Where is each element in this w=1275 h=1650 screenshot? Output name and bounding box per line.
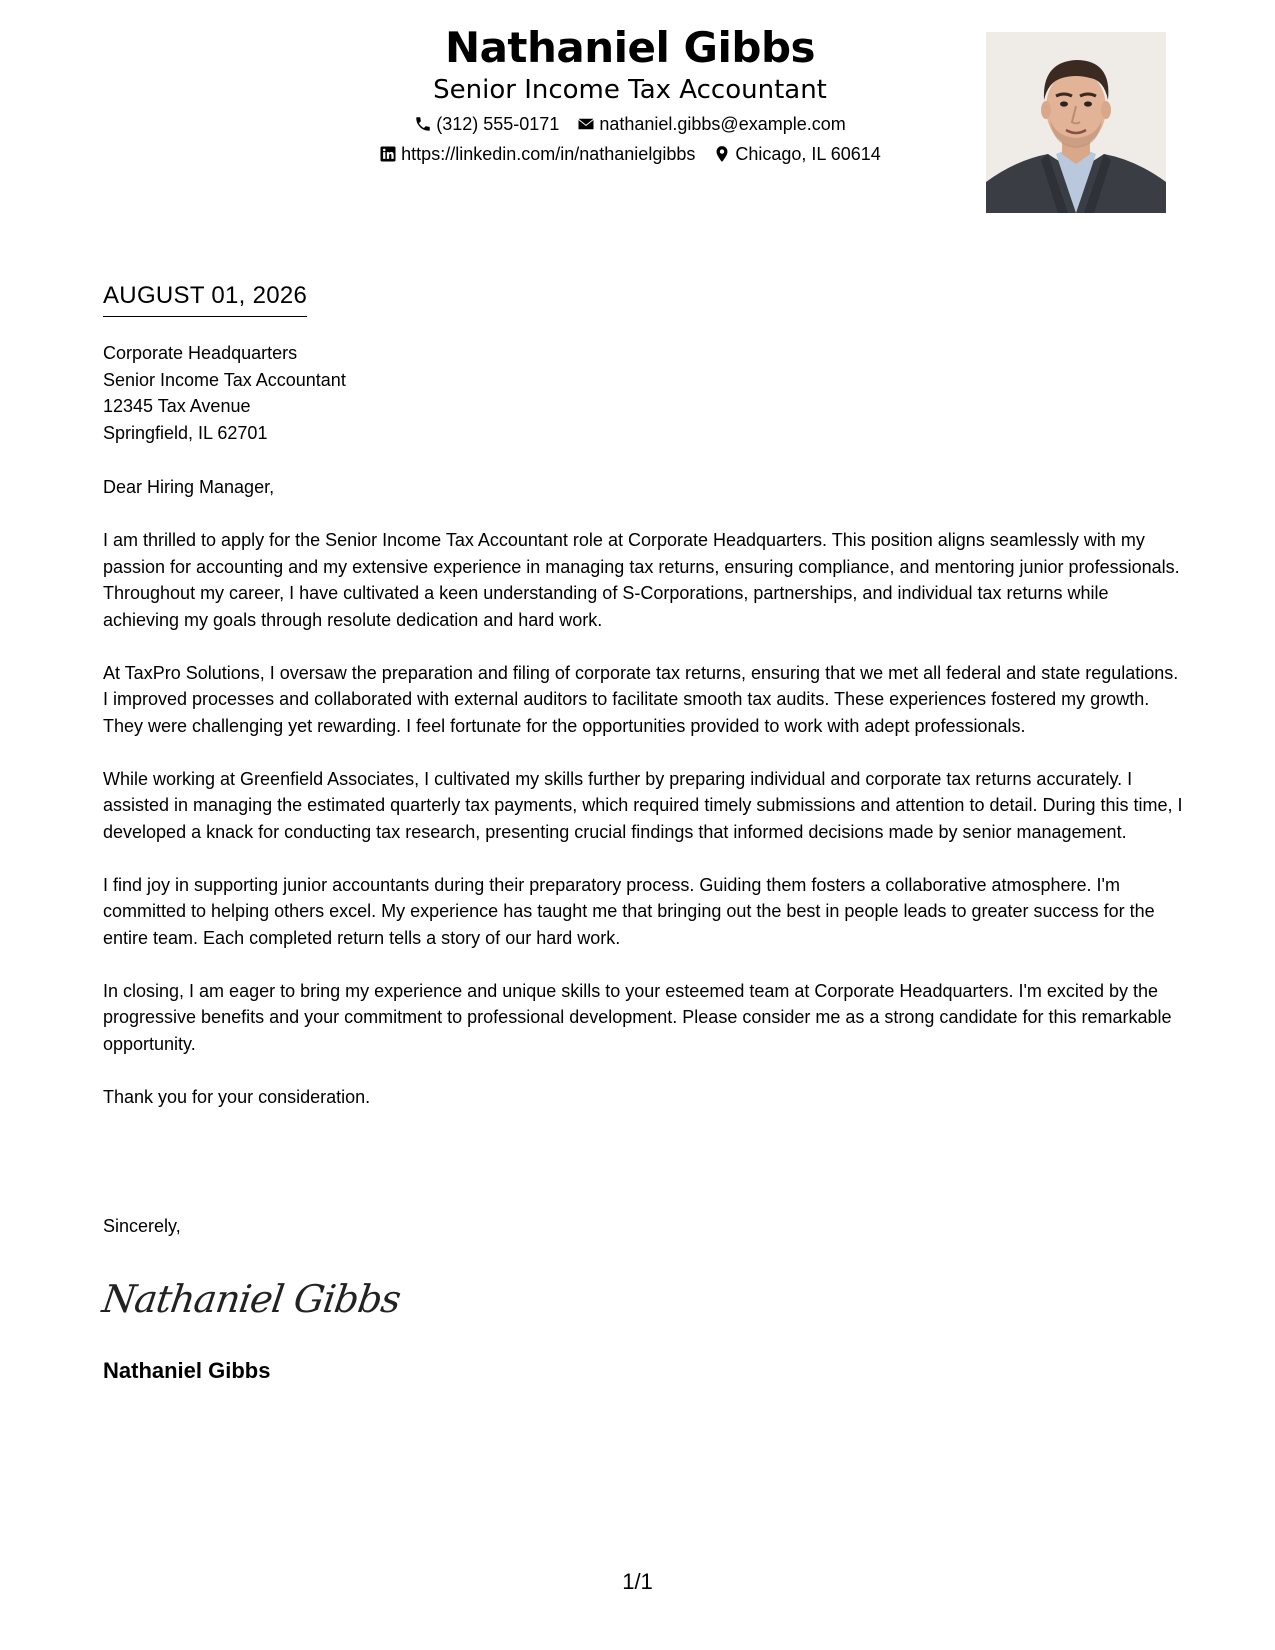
phone-number: (312) 555-0171 [436,114,560,134]
body-paragraph: I find joy in supporting junior accountants during their preparatory process. Guiding them fosters a collaborative atmosphere. I'm committed to helping others excel. My experience has taught me that bringing out the best in people leads to greater success for the entire team. Each completed return tells a story of our hard work. [103,874,1155,948]
signer-name: Nathaniel Gibbs [103,1358,271,1383]
body-paragraph: At TaxPro Solutions, I oversaw the preparation and filing of corporate tax returns, ensuring that we met all federal and state regulations. I improved processes and collaborated with external auditors to facilitate smooth tax audits. These experiences fostered my growth. They were challenging yet rewarding. I feel fortunate for the opportunities provided to work with adept professionals. [103,662,1179,736]
signature-glyphs: Nathaniel Gibbs [99,1278,403,1322]
recipient-street: 12345 Tax Avenue [103,396,251,416]
body-paragraph: I am thrilled to apply for the Senior Income Tax Accountant role at Corporate Headquarters. This position aligns seamlessly with my passion for accounting and my extensive experience in managing tax returns, ensuring compliance, and mentoring junior professionals. Throughout my career, I have cultivated a keen understanding of S-Corporations, partnerships, and individual tax returns while achieving my goals through resolute dedication and hard work. [103,530,1180,630]
map-marker-icon [713,145,731,163]
phone-contact [414,108,559,140]
email-address[interactable]: nathaniel.gibbs@example.com [599,114,846,134]
recipient-company: Corporate Headquarters [103,343,298,363]
location-text: Chicago, IL 60614 [735,144,881,164]
recipient-position: Senior Income Tax Accountant [103,369,346,390]
recipient-city: Springfield, IL 62701 [103,422,268,443]
closing-line: Sincerely, [103,1216,181,1236]
contact-row-primary [330,108,930,140]
body-paragraph: While working at Greenfield Associates, I cultivated my skills further by preparing individual and corporate tax returns accurately. I assisted in managing the estimated quarterly tax payments, which required timely submissions and attention to detail. During this time, I developed a knack for conducting tax research, presenting crucial findings that informed decisions made by senior management. [103,768,1183,842]
body-paragraph: In closing, I am eager to bring my experience and unique skills to your esteemed team at Corporate Headquarters. I'm excited by the progressive benefits and your commitment to professional development. Please consider me as a strong candidate for this remarkable opportunity. [103,980,1172,1054]
applicant-name: Nathaniel Gibbs [444,23,816,72]
phone-icon [414,115,432,133]
linkedin-url[interactable]: https://linkedin.com/in/nathanielgibbs [401,144,696,164]
recipient-block [103,340,346,446]
letter-header [0,0,1275,230]
applicant-title: Senior Income Tax Accountant [433,75,827,105]
letter-body [103,474,1183,1137]
email-contact[interactable] [577,108,845,140]
page-number: 1/1 [622,1569,653,1594]
header-identity [330,22,930,170]
linkedin-icon [379,145,397,163]
contact-row-secondary [330,138,930,170]
linkedin-contact[interactable] [379,138,695,170]
location-contact [713,138,880,170]
thank-you-line: Thank you for your consideration. [103,1086,371,1107]
profile-photo [986,32,1166,213]
handwritten-signature [99,1268,403,1328]
salutation: Dear Hiring Manager, [103,477,275,497]
envelope-icon [577,115,595,133]
letter-date: AUGUST 01, 2026 [103,278,307,317]
